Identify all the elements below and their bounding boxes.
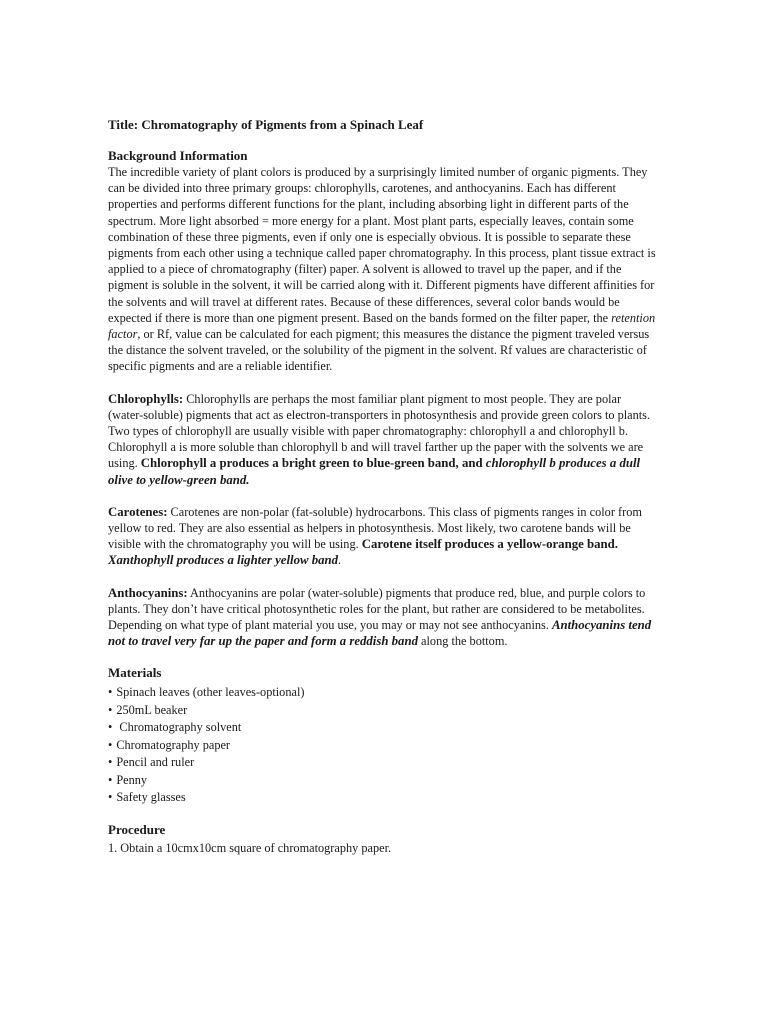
bullet-icon: •: [108, 737, 113, 752]
procedure-list: [108, 840, 656, 856]
document-page: [108, 116, 656, 857]
material-label: 250mL beaker: [116, 702, 188, 717]
background-heading: Background Information: [108, 148, 248, 163]
material-label: Chromatography solvent: [116, 720, 242, 735]
material-label: Safety glasses: [116, 789, 186, 804]
carotenes-text: Carotenes are non-polar (fat-soluble) hydrocarbons. This class of pigments ranges in color from yellow to red. They are also essential as helpers in photosynthesis. Most likely, two carotene bands will be visible with the chromatography you will be using.: [108, 504, 642, 552]
carotenes-section: [108, 504, 656, 569]
list-item: [108, 754, 656, 771]
list-item: [108, 684, 656, 701]
document-title: Title: Chromatography of Pigments from a Spinach Leaf: [108, 117, 424, 132]
anthocyanins-section: [108, 585, 656, 650]
carotene-band: Carotene itself produces a yellow-orange band.: [361, 537, 618, 552]
chlorophylls-section: [108, 391, 656, 488]
procedure-step: 1. Obtain a 10cmx10cm square of chromatography paper.: [108, 841, 392, 856]
background-text-2: , or Rf, value can be calculated for each pigment; this measures the distance the pigment traveled versus the distance the solvent traveled, or the solubility of the pigment in the solvent. Rf values are characteristic of specific pigments and are a reliable identifier.: [108, 327, 650, 374]
anthocyanins-end: along the bottom.: [417, 634, 508, 649]
carotenes-lead: Carotenes:: [108, 504, 168, 519]
materials-section: [108, 665, 656, 806]
bullet-icon: •: [108, 685, 113, 700]
material-label: Chromatography paper: [116, 737, 231, 752]
anthocyanins-text: Anthocyanins are polar (water-soluble) pigments that produce red, blue, and purple colors to plants. They don’t have critical photosynthetic roles for the plant, but rather are considered to be metabolites. Depending on what type of plant material you use, you may or may not see anthocyanins.: [108, 585, 646, 633]
anthocyanins-band: Anthocyanins tend not to travel very far up the paper and form a reddish band: [108, 618, 652, 649]
bullet-icon: •: [108, 755, 113, 770]
list-item: [108, 772, 656, 789]
background-text-1: The incredible variety of plant colors is produced by a surprisingly limited number of organic pigments. They can be divided into three primary groups: chlorophylls, carotenes, and anthocyanins. Each has different properties and performs different functions for the plant, including absorbing light in different parts of the spectrum. More light absorbed = more energy for a plant. Most plant parts, especially leaves, contain some combination of these three pigments, even if only one is especially obvious. It is possible to separate these pigments from each other using a technique called paper chromatography. In this process, plant tissue extract is applied to a piece of chromatography (filter) paper. A solvent is allowed to travel up the paper, and if the pigment is soluble in the solvent, it will be carried along with it. Different pigments have different affinities for the solvents and will travel at different rates. Because of these differences, several color bands would be expected if there is more than one pigment present. Based on the bands formed on the filter paper, the: [108, 165, 656, 325]
material-label: Penny: [116, 772, 148, 787]
list-item: [108, 702, 656, 719]
bullet-icon: •: [108, 702, 113, 717]
chlorophylls-lead: Chlorophylls:: [108, 391, 184, 406]
anthocyanins-paragraph: [108, 585, 656, 650]
carotenes-end: .: [338, 553, 342, 568]
chlorophylls-text: Chlorophylls are perhaps the most familiar plant pigment to most people. They are polar (water-soluble) pigments that act as electron-transporters in photosynthesis and provide green colors to plants. Two types of chlorophyll are usually visible with paper chromatography: chlorophyll a and chlorophyll b. Chlorophyll a is more soluble than chlorophyll b and will travel farther up the paper with the solvents we are using.: [108, 391, 651, 471]
list-item: [108, 789, 656, 806]
xanthophyll-band: Xanthophyll produces a lighter yellow band: [108, 553, 339, 568]
background-section: [108, 148, 656, 375]
procedure-heading: Procedure: [108, 822, 166, 838]
carotenes-paragraph: [108, 504, 656, 569]
chlorophyll-b-band: chlorophyll b produces a dull olive to yellow-green band.: [108, 456, 641, 487]
bullet-icon: •: [108, 772, 113, 787]
retention-factor-term: retention factor: [108, 310, 656, 342]
material-label: Spinach leaves (other leaves-optional): [116, 685, 305, 700]
material-label: Pencil and ruler: [116, 755, 195, 770]
anthocyanins-lead: Anthocyanins:: [108, 585, 188, 600]
chlorophyll-a-band: Chlorophyll a produces a bright green to blue-green band, and: [140, 456, 486, 471]
list-item: [108, 737, 656, 754]
procedure-section: [108, 822, 656, 856]
materials-heading: Materials: [108, 665, 162, 681]
background-paragraph: [108, 164, 656, 375]
bullet-icon: •: [108, 789, 113, 804]
bullet-icon: •: [108, 720, 113, 735]
chlorophylls-paragraph: [108, 391, 656, 488]
list-item: [108, 719, 656, 736]
materials-list: [108, 684, 656, 806]
